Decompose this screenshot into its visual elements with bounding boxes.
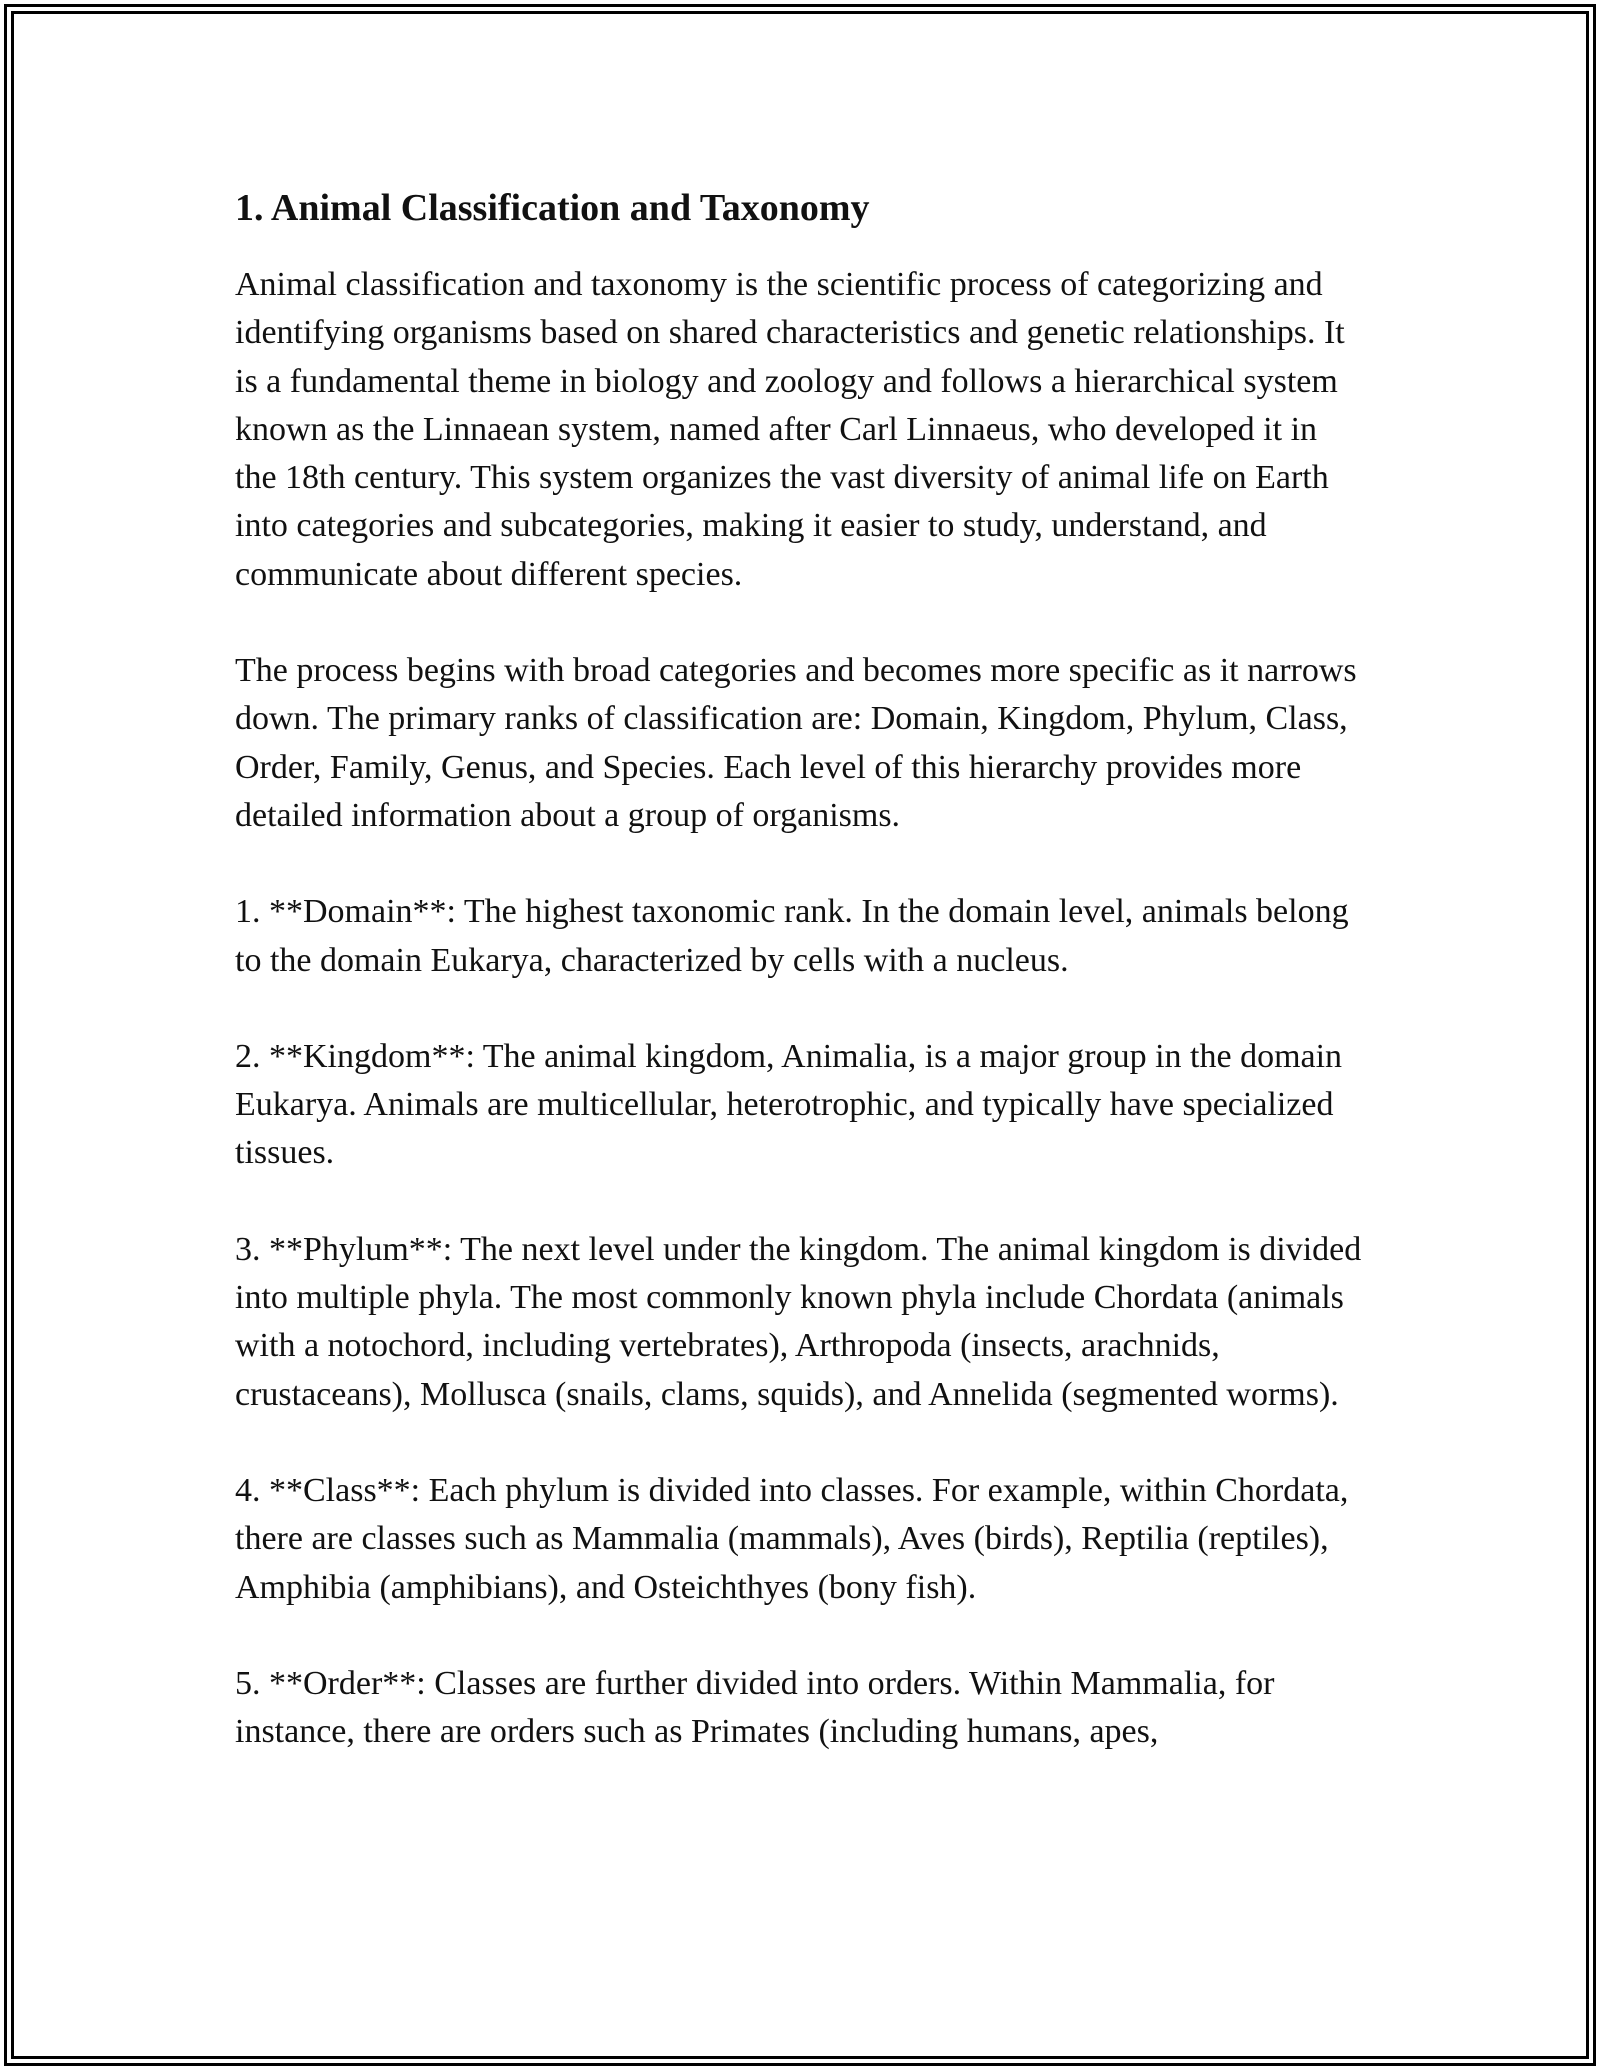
list-item-kingdom: 2. **Kingdom**: The animal kingdom, Animalia, is a major group in the domain Eukarya. Animals are multicellular, heterotrophic, and typically have specialized tissues. (235, 1037, 1343, 1172)
list-item-class: 4. **Class**: Each phylum is divided into classes. For example, within Chordata, there are classes such as Mammalia (mammals), Aves (birds), Reptilia (reptiles), Amphibia (amphibians), and Osteichthyes (bony fish). (235, 1471, 1349, 1606)
list-item-order: 5. **Order**: Classes are further divided into orders. Within Mammalia, for instance, there are orders such as Primates (including humans, apes, (235, 1664, 1275, 1751)
list-item-domain: 1. **Domain**: The highest taxonomic rank. In the domain level, animals belong to the domain Eukarya, characterized by cells with a nucleus. (235, 893, 1349, 979)
page-title: 1. Animal Classification and Taxonomy (235, 187, 870, 229)
paragraph-process: The process begins with broad categories and becomes more specific as it narrows down. The primary ranks of classification are: Domain, Kingdom, Phylum, Class, Order, Family, Genus, and Species. Each level of this hierarchy provides more detailed information about a group of organisms. (235, 652, 1357, 834)
list-item-phylum: 3. **Phylum**: The next level under the kingdom. The animal kingdom is divided into multiple phyla. The most commonly known phyla include Chordata (animals with a notochord, including vertebrates), Arthropoda (insects, arachnids, crustaceans), Mollusca (snails, clams, squids), and Annelida (segmented worms). (235, 1230, 1362, 1413)
paragraph-intro: Animal classification and taxonomy is the scientific process of categorizing and identifying organisms based on shared characteristics and genetic relationships. It is a fundamental theme in biology and zoology and follows a hierarchical system known as the Linnaean system, named after Carl Linnaeus, who developed it in the 18th century. This system organizes the vast diversity of animal life on Earth into categories and subcategories, making it easier to study, understand, and communicate about different species. (235, 266, 1345, 593)
document-body (235, 185, 1365, 1756)
